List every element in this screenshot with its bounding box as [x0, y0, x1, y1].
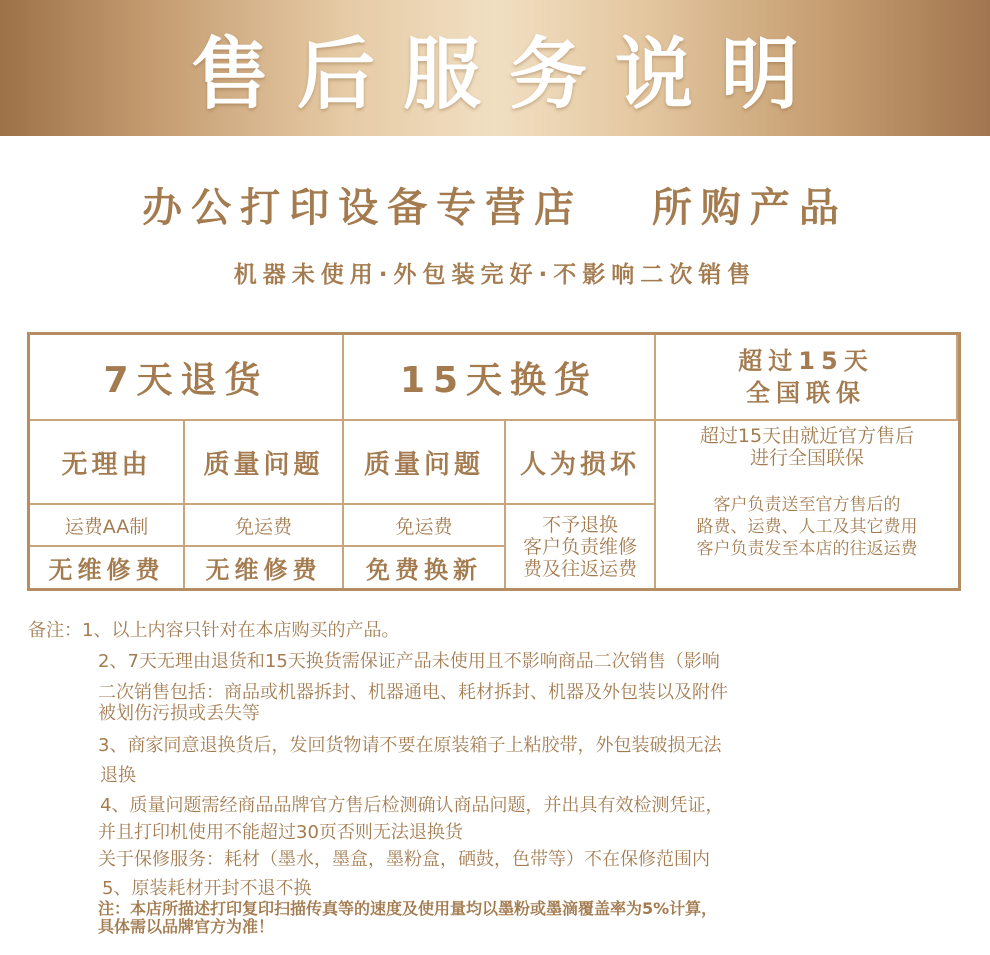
cell-damage-terms: 不予退换 客户负责维修 费及往返运费	[506, 505, 656, 588]
note-line-3: 二次销售包括：商品或机器拆封、机器通电、耗材拆封、机器及外包装以及附件	[98, 682, 728, 703]
note-line-7: 4、质量问题需经商品品牌官方售后检测确认商品问题，并出具有效检测凭证，	[100, 795, 724, 816]
subheader-no-reason: 无理由	[30, 421, 185, 505]
cell-shipping-aa: 运费AA制	[30, 505, 185, 547]
subheader-quality-return: 质量问题	[185, 421, 344, 505]
note-line-2: 2、7天无理由退货和15天换货需保证产品未使用且不影响商品二次销售（影响	[98, 651, 720, 672]
header-15day-exchange: 15天换货	[344, 335, 656, 421]
cell-no-repair-fee-2: 无维修费	[185, 547, 344, 588]
shop-subtitle: 办公打印设备专营店 所购产品	[142, 185, 848, 231]
cell-free-shipping-exchange: 免运费	[344, 505, 506, 547]
return-condition: 机器未使用·外包装完好·不影响二次销售	[233, 262, 757, 288]
note-line-12: 具体需以品牌官方为准！	[98, 917, 275, 936]
note-line-9: 关于保修服务：耗材（墨水，墨盒，墨粉盒，硒鼓，色带等）不在保修范围内	[98, 849, 710, 870]
header-7day-return: 7天退货	[30, 335, 344, 421]
cell-warranty-fees: 客户负责送至官方售后的 路费、运费、人工及其它费用 客户负责发至本店的往返运费	[696, 495, 918, 559]
warranty-spacer	[656, 575, 958, 588]
cell-free-shipping-return: 免运费	[185, 505, 344, 547]
service-table	[27, 332, 961, 591]
note-line-10: 5、原装耗材开封不退不换	[102, 878, 312, 899]
subheader-human-damage: 人为损坏	[506, 421, 656, 505]
note-line-11: 注：本店所描述打印复印扫描传真等的速度及使用量均以墨粉或墨滴覆盖率为5%计算，	[98, 899, 718, 918]
cell-warranty-desc: 超过15天由就近官方售后 进行全国联保	[699, 425, 915, 469]
banner-title: 售后服务说明	[190, 30, 827, 120]
note-line-6: 退换	[100, 765, 136, 786]
header-national-warranty: 超过15天 全国联保	[656, 335, 958, 421]
cell-no-repair-fee-1: 无维修费	[30, 547, 185, 588]
subheader-quality-exchange: 质量问题	[344, 421, 506, 505]
cell-free-replacement: 免费换新	[344, 547, 506, 588]
note-line-4: 被划伤污损或丢失等	[98, 703, 260, 724]
header-banner	[0, 0, 990, 136]
note-line-1: 备注：1、以上内容只针对在本店购买的产品。	[28, 620, 400, 641]
note-line-5: 3、商家同意退换货后，发回货物请不要在原装箱子上粘胶带，外包装破损无法	[98, 735, 722, 756]
note-line-8: 并且打印机使用不能超过30页否则无法退换货	[98, 822, 463, 843]
